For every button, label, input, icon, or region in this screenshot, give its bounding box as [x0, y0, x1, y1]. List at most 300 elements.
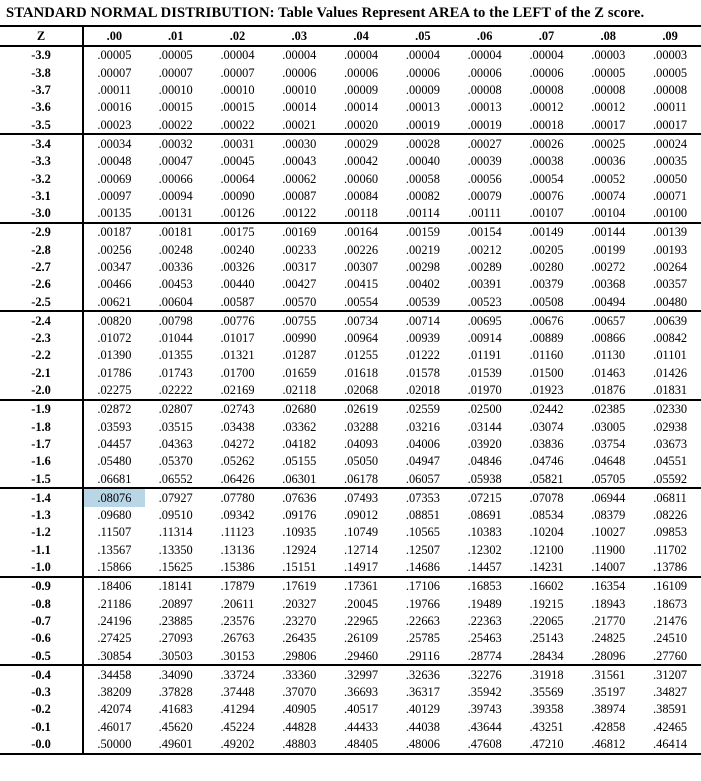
area-value-cell: .28096 — [577, 647, 639, 665]
area-value-cell: .12100 — [529, 542, 564, 557]
area-value-cell: .05370 — [158, 454, 193, 469]
area-value-cell: .00014 — [282, 100, 317, 115]
area-column-header: .06 — [454, 27, 516, 46]
area-value-cell: .05480 — [97, 454, 132, 469]
area-value-cell: .00111 — [454, 205, 516, 223]
area-value-cell: .37448 — [220, 685, 255, 700]
area-value-cell: .04947 — [405, 454, 440, 469]
table-row — [0, 347, 701, 364]
area-value-cell: .00094 — [158, 188, 193, 203]
area-value-cell: .33360 — [282, 667, 317, 682]
area-value-cell: .03593 — [97, 419, 132, 434]
area-value-cell: .00842 — [653, 331, 688, 346]
area-value-cell: .00639 — [653, 313, 688, 328]
area-value-cell: .00164 — [344, 225, 379, 240]
area-value-cell: .00233 — [282, 242, 317, 257]
area-value-cell: .00676 — [529, 313, 564, 328]
z-value: -3.9 — [0, 46, 83, 64]
area-value-cell: .01743 — [158, 365, 193, 380]
area-value-cell: .00042 — [344, 154, 379, 169]
area-value-cell: .00005 — [591, 65, 626, 80]
area-value-cell: .00298 — [405, 260, 440, 274]
area-value-cell: .14007 — [577, 559, 639, 577]
area-value-cell: .12924 — [282, 542, 317, 557]
table-body — [0, 46, 701, 754]
area-value-cell: .38209 — [97, 685, 132, 700]
area-value-cell: .00755 — [282, 313, 317, 328]
z-value: -1.4 — [0, 488, 83, 506]
z-value: -2.5 — [0, 293, 83, 311]
table-row — [0, 718, 701, 735]
area-value-cell: .10204 — [529, 525, 564, 540]
area-value-cell: .02385 — [591, 402, 626, 417]
area-value-cell: .06301 — [268, 470, 330, 488]
area-value-cell: .09680 — [97, 508, 132, 523]
area-value-cell: .45224 — [220, 719, 255, 734]
z-value: -2.0 — [0, 382, 83, 400]
table-row — [0, 418, 701, 435]
table-row — [0, 241, 701, 258]
area-value-cell: .27425 — [97, 631, 132, 646]
area-value-cell: .00071 — [653, 188, 688, 203]
area-value-cell: .28434 — [516, 647, 578, 665]
area-value-cell: .01255 — [344, 348, 379, 363]
area-column-header: .00 — [83, 27, 145, 46]
area-value-cell: .18141 — [158, 579, 193, 594]
area-value-cell: .20897 — [158, 596, 193, 611]
area-value-cell: .00014 — [344, 100, 379, 115]
area-value-cell: .16109 — [653, 579, 688, 594]
area-value-cell: .00005 — [158, 48, 193, 63]
area-value-cell: .00018 — [516, 116, 578, 134]
table-row — [0, 613, 701, 630]
area-value-cell: .22065 — [529, 613, 564, 628]
area-value-cell: .00415 — [344, 277, 379, 292]
area-value-cell: .00090 — [220, 188, 255, 203]
area-value-cell: .46414 — [639, 736, 701, 754]
area-value-cell: .00003 — [591, 48, 626, 63]
area-value-cell: .00914 — [467, 331, 502, 346]
area-column-header: .09 — [639, 27, 701, 46]
area-value-cell: .00082 — [405, 188, 440, 203]
area-value-cell: .00205 — [529, 242, 564, 257]
area-value-cell: .19215 — [529, 596, 564, 611]
page-title: STANDARD NORMAL DISTRIBUTION: Table Values Represent AREA to the LEFT of the Z score. — [0, 0, 701, 27]
area-value-cell: .00003 — [653, 48, 688, 63]
area-value-cell: .21186 — [97, 596, 132, 611]
area-value-cell: .18406 — [97, 579, 132, 594]
area-value-cell: .08379 — [591, 508, 626, 523]
area-value-cell: .11123 — [220, 525, 255, 540]
area-value-cell: .00154 — [467, 225, 502, 240]
area-value-cell: .22965 — [344, 613, 379, 628]
area-value-cell: .00004 — [344, 48, 379, 63]
area-value-cell: .02068 — [330, 382, 392, 400]
area-value-cell: .01191 — [467, 348, 502, 363]
area-value-cell: .38974 — [591, 702, 626, 717]
area-value-cell: .00280 — [529, 260, 564, 274]
z-value: -3.0 — [0, 205, 83, 223]
area-value-cell: .00118 — [330, 205, 392, 223]
area-value-cell: .36317 — [405, 685, 440, 700]
area-value-cell: .00427 — [282, 277, 317, 292]
area-value-cell: .04648 — [591, 454, 626, 469]
area-value-cell: .00004 — [282, 48, 317, 63]
area-value-cell: .00015 — [220, 100, 255, 115]
area-value-cell: .00013 — [467, 100, 502, 115]
area-value-cell: .48803 — [268, 736, 330, 754]
area-value-cell: .12714 — [344, 542, 379, 557]
table-row — [0, 82, 701, 99]
area-value-cell: .19766 — [405, 596, 440, 611]
area-value-cell: .00695 — [467, 313, 502, 328]
area-value-cell: .32636 — [405, 667, 440, 682]
area-value-cell: .49202 — [207, 736, 269, 754]
area-value-cell: .00004 — [405, 48, 440, 63]
area-value-cell: .00347 — [97, 260, 132, 274]
area-value-cell: .00554 — [330, 293, 392, 311]
z-value: -3.3 — [0, 153, 83, 170]
area-value-cell: .11507 — [97, 525, 132, 540]
area-value-cell: .04363 — [158, 436, 193, 451]
area-value-cell: .41294 — [220, 702, 255, 717]
area-value-cell: .00004 — [220, 48, 255, 63]
area-value-cell: .43251 — [529, 719, 564, 734]
table-row — [0, 400, 701, 418]
area-value-cell: .10565 — [405, 525, 440, 540]
table-row — [0, 116, 701, 134]
area-value-cell: .20611 — [220, 596, 255, 611]
area-value-cell: .02442 — [529, 402, 564, 417]
table-row — [0, 311, 701, 329]
area-value-cell: .00621 — [83, 293, 145, 311]
area-value-cell: .00402 — [405, 277, 440, 292]
area-value-cell: .00006 — [282, 65, 317, 80]
area-value-cell: .00012 — [591, 100, 626, 115]
area-value-cell: .47608 — [454, 736, 516, 754]
area-value-cell: .49601 — [145, 736, 207, 754]
area-value-cell: .03438 — [220, 419, 255, 434]
area-value-cell: .36693 — [344, 685, 379, 700]
area-value-cell: .00776 — [220, 313, 255, 328]
area-value-cell: .34090 — [158, 667, 193, 682]
area-value-cell: .00008 — [653, 83, 688, 98]
area-value-cell: .35197 — [591, 685, 626, 700]
z-value: -3.1 — [0, 187, 83, 204]
area-column-header: .03 — [268, 27, 330, 46]
area-value-cell: .03144 — [467, 419, 502, 434]
area-column-header: .04 — [330, 27, 392, 46]
area-value-cell: .09853 — [653, 525, 688, 540]
area-value-cell: .06811 — [653, 490, 687, 505]
area-value-cell: .00054 — [529, 171, 564, 186]
area-value-cell: .04846 — [467, 454, 502, 469]
table-row — [0, 488, 701, 506]
z-value: -0.6 — [0, 630, 83, 647]
area-value-cell: .48405 — [330, 736, 392, 754]
area-value-cell: .00043 — [282, 154, 317, 169]
area-value-cell: .00193 — [653, 242, 688, 257]
area-value-cell: .01876 — [577, 382, 639, 400]
area-value-cell: .35569 — [529, 685, 564, 700]
area-value-cell: .18673 — [653, 596, 688, 611]
area-value-cell: .04272 — [220, 436, 255, 451]
area-value-cell: .46017 — [97, 719, 132, 734]
area-value-cell: .00047 — [158, 154, 193, 169]
area-value-cell: .37828 — [158, 685, 193, 700]
area-value-cell: .44828 — [282, 719, 317, 734]
area-value-cell: .00029 — [344, 136, 379, 151]
area-value-cell: .26763 — [220, 631, 255, 646]
area-value-cell: .00050 — [653, 171, 688, 186]
area-value-cell: .00035 — [653, 154, 688, 169]
area-value-cell: .40905 — [282, 702, 317, 717]
z-value: -2.8 — [0, 241, 83, 258]
area-value-cell: .05821 — [516, 470, 578, 488]
area-value-cell: .00368 — [591, 277, 626, 292]
area-value-cell: .03836 — [529, 436, 564, 451]
area-value-cell: .07078 — [529, 490, 564, 505]
area-value-cell: .00011 — [97, 83, 132, 98]
area-value-cell: .00005 — [97, 48, 132, 63]
z-value: -0.9 — [0, 577, 83, 595]
area-value-cell: .03362 — [282, 419, 317, 434]
table-row — [0, 524, 701, 541]
table-row — [0, 507, 701, 524]
area-value-cell: .00007 — [158, 65, 193, 80]
area-value-cell: .00139 — [653, 225, 688, 240]
area-value-cell: .00056 — [467, 171, 502, 186]
area-value-cell: .21770 — [591, 613, 626, 628]
area-value-cell: .01923 — [516, 382, 578, 400]
area-value-cell: .10383 — [467, 525, 502, 540]
z-value: -0.8 — [0, 595, 83, 612]
z-value: -1.2 — [0, 524, 83, 541]
area-value-cell: .00317 — [282, 260, 317, 274]
area-value-cell: .05592 — [639, 470, 701, 488]
area-value-cell: .01659 — [282, 365, 317, 380]
area-value-cell: .14231 — [516, 559, 578, 577]
area-value-cell: .00357 — [653, 277, 688, 292]
area-value-cell: .25463 — [467, 631, 502, 646]
area-value-cell: .00440 — [220, 277, 255, 292]
z-value: -0.7 — [0, 613, 83, 630]
table-row — [0, 382, 701, 400]
area-value-cell: .00030 — [282, 136, 317, 151]
area-value-cell: .00256 — [97, 242, 132, 257]
area-value-cell: .23270 — [282, 613, 317, 628]
area-value-cell: .00022 — [145, 116, 207, 134]
z-value: -1.0 — [0, 559, 83, 577]
area-value-cell: .00006 — [344, 65, 379, 80]
z-value: -2.7 — [0, 259, 83, 276]
area-value-cell: .00016 — [97, 100, 132, 115]
area-value-cell: .40129 — [405, 702, 440, 717]
area-value-cell: .13786 — [639, 559, 701, 577]
area-value-cell: .06944 — [591, 490, 626, 505]
area-value-cell: .24510 — [653, 631, 688, 646]
area-value-cell: .02118 — [268, 382, 330, 400]
area-value-cell: .00114 — [392, 205, 454, 223]
area-value-cell: .01101 — [653, 348, 687, 363]
area-value-cell: .00187 — [97, 225, 132, 240]
area-value-cell: .01786 — [97, 365, 132, 380]
area-value-cell: .09176 — [282, 508, 317, 523]
area-value-cell: .03005 — [591, 419, 626, 434]
area-value-cell: .00889 — [529, 331, 564, 346]
area-value-cell: .13567 — [97, 542, 132, 557]
area-value-cell: .37070 — [282, 685, 317, 700]
area-value-cell: .01072 — [97, 331, 132, 346]
area-value-cell: .43644 — [467, 719, 502, 734]
area-value-cell: .00060 — [344, 171, 379, 186]
area-value-cell: .46812 — [577, 736, 639, 754]
area-value-cell: .00039 — [467, 154, 502, 169]
area-value-cell: .00131 — [145, 205, 207, 223]
area-value-cell: .00064 — [220, 171, 255, 186]
area-value-cell: .03515 — [158, 419, 193, 434]
area-value-cell: .01831 — [639, 382, 701, 400]
area-value-cell: .00149 — [529, 225, 564, 240]
table-row — [0, 223, 701, 241]
area-value-cell: .02938 — [653, 419, 688, 434]
area-value-cell: .01970 — [454, 382, 516, 400]
table-row — [0, 259, 701, 276]
area-value-cell: .27760 — [639, 647, 701, 665]
area-value-cell: .04746 — [529, 454, 564, 469]
area-value-cell: .00007 — [220, 65, 255, 80]
area-value-cell: .00022 — [207, 116, 269, 134]
area-value-cell: .05938 — [454, 470, 516, 488]
table-row — [0, 470, 701, 488]
table-row — [0, 630, 701, 647]
area-value-cell: .09510 — [158, 508, 193, 523]
area-value-cell: .01355 — [158, 348, 193, 363]
area-column-header: .05 — [392, 27, 454, 46]
area-value-cell: .00019 — [392, 116, 454, 134]
z-value: -0.5 — [0, 647, 83, 665]
area-value-cell: .16602 — [529, 579, 564, 594]
area-value-cell: .06178 — [330, 470, 392, 488]
area-value-cell: .10749 — [344, 525, 379, 540]
table-header-row — [0, 27, 701, 46]
area-value-cell: .00326 — [220, 260, 255, 274]
area-value-cell: .00079 — [467, 188, 502, 203]
area-value-cell: .00005 — [653, 65, 688, 80]
area-value-cell: .00010 — [220, 83, 255, 98]
area-value-cell: .04551 — [653, 454, 688, 469]
area-value-cell: .00032 — [158, 136, 193, 151]
area-value-cell: .00289 — [467, 260, 502, 274]
area-value-cell: .00866 — [591, 331, 626, 346]
area-value-cell: .02018 — [392, 382, 454, 400]
table-row — [0, 330, 701, 347]
area-value-cell: .00021 — [268, 116, 330, 134]
table-row — [0, 595, 701, 612]
z-value: -3.4 — [0, 134, 83, 152]
area-value-cell: .00240 — [220, 242, 255, 257]
area-value-cell: .00264 — [653, 260, 688, 274]
z-value: -2.1 — [0, 364, 83, 381]
area-value-cell: .01426 — [653, 365, 688, 380]
table-row — [0, 293, 701, 311]
area-value-cell: .00122 — [268, 205, 330, 223]
area-value-cell: .00587 — [207, 293, 269, 311]
area-value-cell: .39358 — [529, 702, 564, 717]
z-value: -0.3 — [0, 684, 83, 701]
area-value-cell: .42858 — [591, 719, 626, 734]
area-value-cell: .00010 — [282, 83, 317, 98]
area-value-cell: .00034 — [97, 136, 132, 151]
table-row — [0, 559, 701, 577]
area-value-cell: .05050 — [344, 454, 379, 469]
area-value-cell: .00307 — [344, 260, 379, 274]
area-value-cell: .17106 — [405, 579, 440, 594]
area-value-cell: .31207 — [653, 667, 688, 682]
table-row — [0, 436, 701, 453]
z-value: -2.4 — [0, 311, 83, 329]
area-value-cell: .23885 — [158, 613, 193, 628]
area-value-cell: .15866 — [83, 559, 145, 577]
z-table — [0, 27, 701, 755]
area-value-cell: .00069 — [97, 171, 132, 186]
area-value-cell: .16853 — [467, 579, 502, 594]
area-value-cell: .01130 — [591, 348, 626, 363]
area-value-cell: .00570 — [268, 293, 330, 311]
area-value-cell: .00798 — [158, 313, 193, 328]
area-value-cell: .00058 — [405, 171, 440, 186]
area-value-cell: .00019 — [454, 116, 516, 134]
area-value-cell: .18943 — [591, 596, 626, 611]
area-value-cell: .03216 — [405, 419, 440, 434]
z-value: -0.1 — [0, 718, 83, 735]
area-value-cell: .31561 — [591, 667, 626, 682]
area-value-cell: .02743 — [220, 402, 255, 417]
area-value-cell: .22363 — [467, 613, 502, 628]
area-value-cell: .34827 — [653, 685, 688, 700]
z-value: -3.5 — [0, 116, 83, 134]
area-value-cell: .02619 — [344, 402, 379, 417]
z-value: -2.3 — [0, 330, 83, 347]
area-value-cell: .03754 — [591, 436, 626, 451]
area-value-cell: .38591 — [653, 702, 688, 717]
table-row — [0, 64, 701, 81]
area-value-cell: .10935 — [282, 525, 317, 540]
z-value: -3.8 — [0, 64, 83, 81]
area-value-cell: .01287 — [282, 348, 317, 363]
area-value-cell: .26109 — [344, 631, 379, 646]
z-value: -2.6 — [0, 276, 83, 293]
area-value-cell: .33724 — [220, 667, 255, 682]
area-value-cell: .20045 — [344, 596, 379, 611]
highlighted-cell: .08076 — [83, 488, 145, 506]
area-value-cell: .42074 — [97, 702, 132, 717]
area-value-cell: .11702 — [653, 542, 687, 557]
area-value-cell: .07636 — [282, 490, 317, 505]
table-row — [0, 46, 701, 64]
area-value-cell: .32276 — [467, 667, 502, 682]
area-value-cell: .01390 — [97, 348, 132, 363]
area-value-cell: .14917 — [330, 559, 392, 577]
z-value: -2.9 — [0, 223, 83, 241]
area-value-cell: .15151 — [268, 559, 330, 577]
area-value-cell: .00199 — [591, 242, 626, 257]
area-value-cell: .07927 — [158, 490, 193, 505]
area-value-cell: .00015 — [158, 100, 193, 115]
area-value-cell: .00024 — [653, 136, 688, 151]
area-value-cell: .42465 — [653, 719, 688, 734]
area-value-cell: .00013 — [405, 100, 440, 115]
